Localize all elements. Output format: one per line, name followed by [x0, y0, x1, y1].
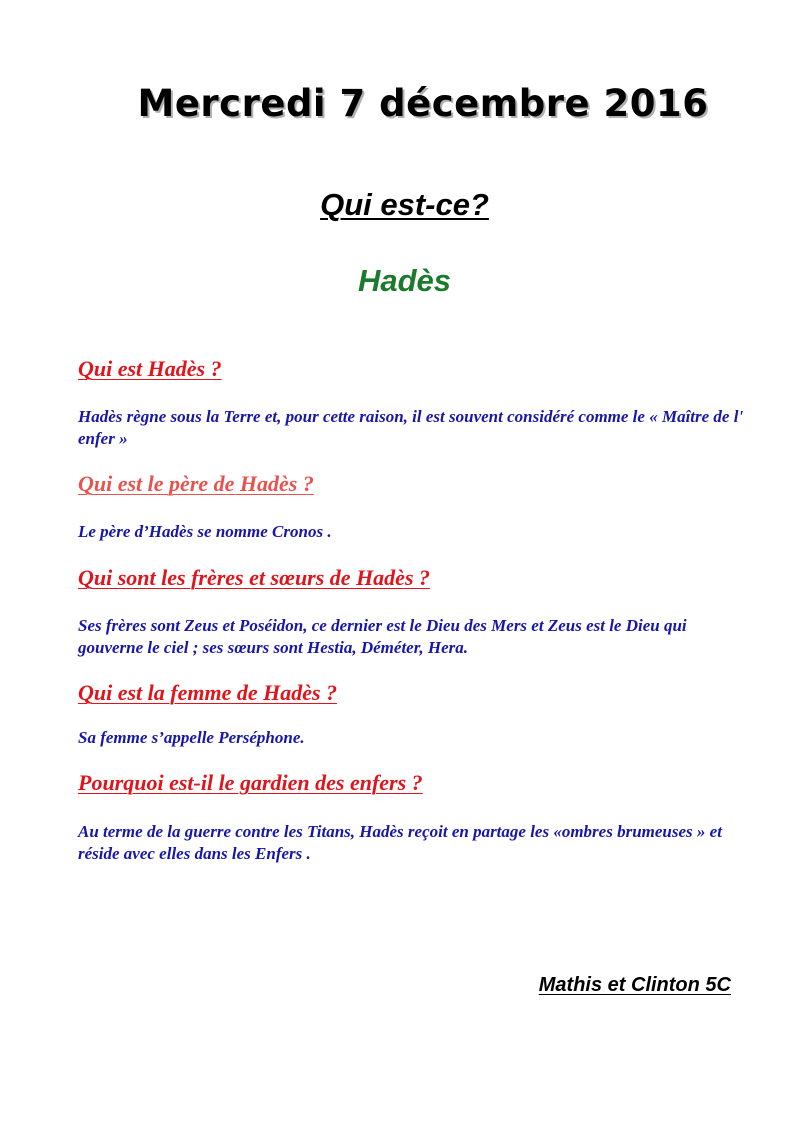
answer-1: Hadès règne sous la Terre et, pour cette raison, il est souvent considéré comme le « Maître de l' enfer »: [78, 407, 744, 448]
question-2: Qui est le père de Hadès ?: [78, 471, 314, 496]
question-1: Qui est Hadès ?: [78, 356, 222, 381]
question-5: Pourquoi est-il le gardien des enfers ?: [78, 770, 423, 795]
question-4: Qui est la femme de Hadès ?: [78, 680, 338, 705]
authors-signature: Mathis et Clinton 5C: [538, 974, 731, 996]
answer-4: Sa femme s’appelle Perséphone.: [78, 728, 305, 747]
document-title: Qui est-ce?: [320, 187, 489, 222]
question-3: Qui sont les frères et sœurs de Hadès ?: [78, 565, 431, 590]
answer-5: Au terme de la guerre contre les Titans, Hadès reçoit en partage les «ombres brumeuses » et réside avec elles dans les Enfers .: [78, 822, 722, 863]
answer-3: Ses frères sont Zeus et Poséidon, ce dernier est le Dieu des Mers et Zeus est le Dieu qui gouverne le ciel ; ses sœurs sont Hestia, Déméter, Hera.: [78, 616, 687, 657]
document-date: Mercredi 7 décembre 2016: [137, 82, 709, 125]
subject-name: Hadès: [357, 263, 452, 298]
qa-content: [78, 355, 748, 865]
answer-2: Le père d’Hadès se nomme Cronos .: [78, 522, 332, 541]
